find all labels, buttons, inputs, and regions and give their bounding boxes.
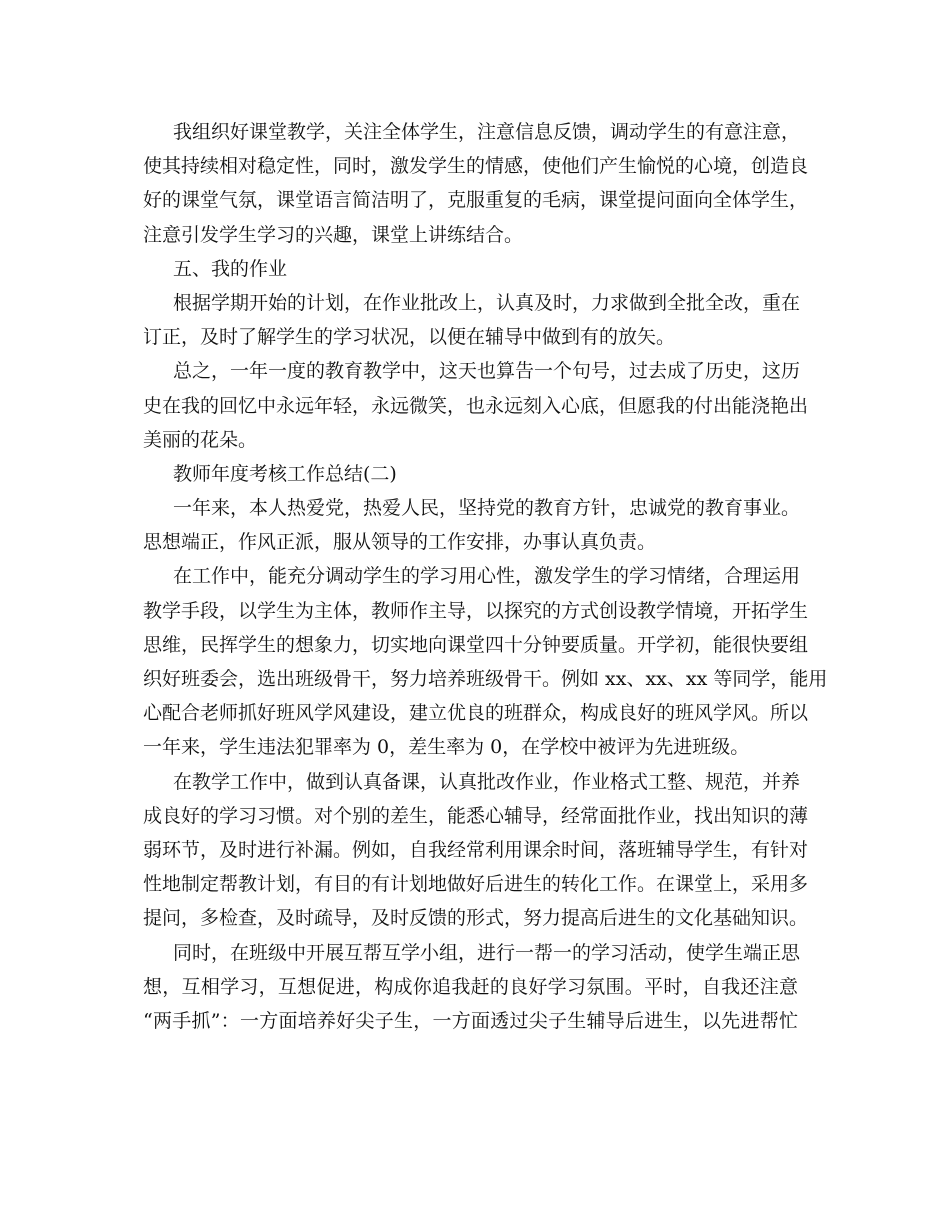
text-line: 根据学期开始的计划，在作业批改上，认真及时，力求做到全批全改，重在 xyxy=(173,291,801,314)
text-line: 思维，民挥学生的想象力，切实地向课堂四十分钟要质量。开学初，能很快要组 xyxy=(143,633,809,656)
text-line: 史在我的回忆中永远年轻，永远微笑，也永远刻入心底，但愿我的付出能浇艳出 xyxy=(143,394,809,417)
text-line: 一年来，本人热爱党，热爱人民，坚持党的教育方针，忠诚党的教育事业。 xyxy=(173,497,801,520)
text-line: 织好班委会，选出班级骨干，努力培养班级骨干。例如 xx、xx、xx 等同学，能用 xyxy=(143,668,828,690)
text-line: 订正，及时了解学生的学习状况，以便在辅导中做到有的放矢。 xyxy=(143,326,676,349)
text-line: 心配合老师抓好班风学风建设，建立优良的班群众，构成良好的班风学风。所以 xyxy=(143,702,809,725)
text-line: 成良好的学习习惯。对个别的差生，能悉心辅导，经常面批作业，找出知识的薄 xyxy=(143,804,809,827)
text-line: 同时，在班级中开展互帮互学小组，进行一帮一的学习活动，使学生端正思 xyxy=(173,941,801,964)
text-line: 注意引发学生学习的兴趣，课堂上讲练结合。 xyxy=(143,223,524,246)
text-line: 教师年度考核工作总结(二) xyxy=(173,462,397,485)
text-line: 想，互相学习，互想促进，构成你追我赶的良好学习氛围。平时，自我还注意 xyxy=(143,975,798,998)
text-line: 美丽的花朵。 xyxy=(143,428,258,451)
text-line: 总之，一年一度的教育教学中，这天也算告一个句号，过去成了历史，这历 xyxy=(173,360,801,383)
text-line: 五、我的作业 xyxy=(173,257,288,280)
text-line: 教学手段，以学生为主体，教师作主导，以探究的方式创设教学情境，开拓学生 xyxy=(143,599,809,622)
text-line: “两手抓”：一方面培养好尖子生，一方面透过尖子生辅导后进生，以先进帮忙 xyxy=(143,1009,798,1032)
text-line: 我组织好课堂教学，关注全体学生，注意信息反馈，调动学生的有意注意， xyxy=(173,121,801,143)
text-line: 提问，多检查，及时疏导，及时反馈的形式，努力提高后进生的文化基础知识。 xyxy=(143,907,809,930)
text-line: 使其持续相对稳定性，同时，激发学生的情感，使他们产生愉悦的心境，创造良 xyxy=(143,155,809,178)
text-line: 一年来，学生违法犯罪率为 0，差生率为 0，在学校中被评为先进班级。 xyxy=(143,736,750,759)
text-line: 在工作中，能充分调动学生的学习用心性，激发学生的学习情绪，合理运用 xyxy=(173,565,801,588)
text-line: 在教学工作中，做到认真备课，认真批改作业，作业格式工整、规范，并养 xyxy=(173,770,801,793)
text-line: 好的课堂气氛，课堂语言简洁明了，克服重复的毛病，课堂提问面向全体学生， xyxy=(143,189,809,212)
body-text xyxy=(143,115,828,1038)
text-line: 思想端正，作风正派，服从领导的工作安排，办事认真负责。 xyxy=(143,531,657,554)
text-line: 性地制定帮教计划，有目的有计划地做好后进生的转化工作。在课堂上，采用多 xyxy=(143,873,809,896)
text-line: 弱环节，及时进行补漏。例如，自我经常利用课余时间，落班辅导学生，有针对 xyxy=(143,838,809,861)
